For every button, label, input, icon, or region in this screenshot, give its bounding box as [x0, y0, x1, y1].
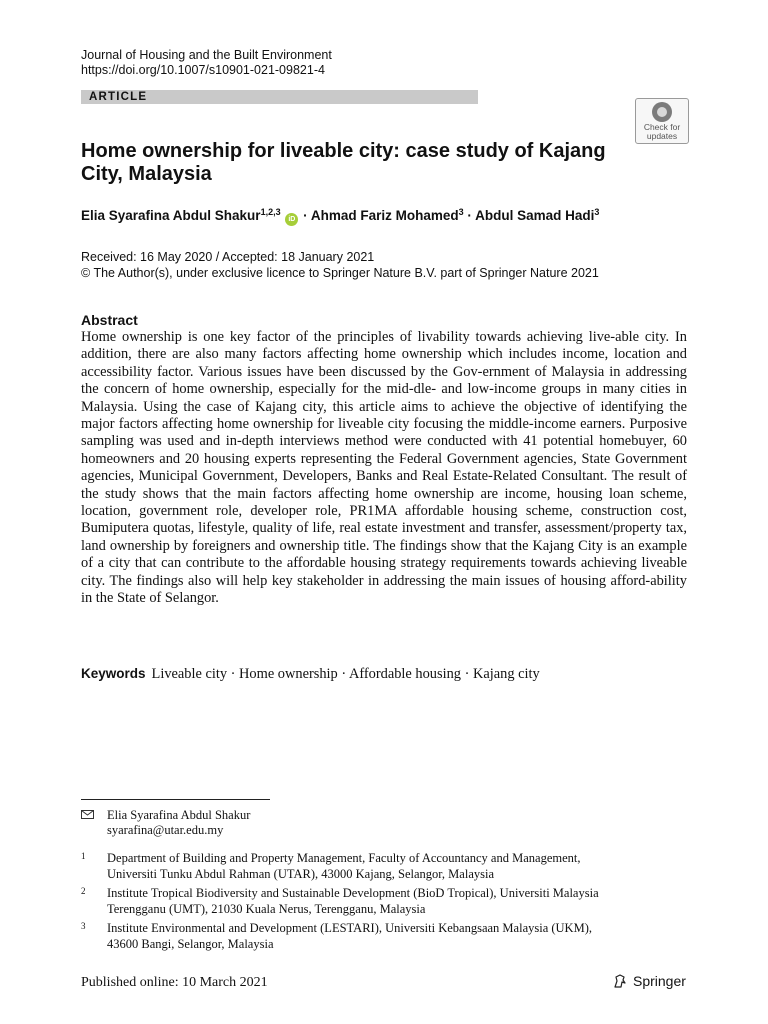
- author-3-affiliations: 3: [594, 207, 600, 217]
- author-2[interactable]: Ahmad Fariz Mohamed: [310, 208, 459, 223]
- affiliation-3: [81, 921, 681, 952]
- envelope-icon: [81, 810, 94, 819]
- keywords-heading: Keywords: [81, 666, 146, 681]
- abstract-text: Home ownership is one key factor of the principles of livability towards achieving live-able city. In addition, there are also many factors affecting home ownership which includes income, location and accessibility factor. Various issues have been discussed by the Gov-ernment of Malaysia in addressing the concern of home ownership, especially for the mid-dle- and low-income groups in many cities in Malaysia. Using the case of Kajang city, this article aims to achieve the objective of identifying the major factors affecting home ownership for liveable city focusing the middle-income earners. Purposive sampling was used and in-depth interviews method were conducted with 41 potential homebuyer, 60 homeowners and 20 housing experts representing the Federal Government agencies, State Government agencies, Municipal Government, Developers, Banks and Real Estate-Related Consultant. The result of the study shows that the main factors affecting home ownership are income, housing loan scheme, location, government role, developer role, PR1MA affordable housing scheme, construction cost, Bumiputera quotas, lifestyle, quality of life, real estate investment and transfer, assessment/property tax, land ownership by foreigners and ownership title. The findings show that the Kajang City is an example of a city that can contribute to the affordable housing strategy requirements towards achieving liveable city. The findings also will help key stakeholder in addressing the main issues of housing afford-ability in the State of Selangor.: [81, 329, 687, 607]
- affiliation-line: Department of Building and Property Management, Faculty of Accountancy and Management,: [107, 851, 581, 865]
- publication-dates: [81, 249, 599, 281]
- author-separator: ·: [463, 208, 476, 223]
- article-type-label: ARTICLE: [89, 91, 148, 103]
- corresponding-author: [81, 808, 250, 838]
- author-1-affiliations: 1,2,3: [260, 207, 281, 217]
- affiliation-line: Terengganu (UMT), 21030 Kuala Nerus, Terengganu, Malaysia: [107, 901, 426, 916]
- article-type-bar: [81, 90, 478, 104]
- springer-logo[interactable]: [612, 973, 686, 989]
- keywords: [81, 665, 540, 683]
- crossmark-icon: [652, 102, 672, 122]
- footnote-rule: [81, 799, 270, 800]
- check-for-updates-button[interactable]: [635, 98, 689, 144]
- keywords-list: Liveable city · Home ownership · Affordable housing · Kajang city: [151, 666, 540, 682]
- author-separator: ·: [299, 208, 311, 223]
- affiliation-1: [81, 851, 681, 882]
- affiliation-number: 3: [81, 921, 86, 931]
- published-online: Published online: 10 March 2021: [81, 975, 268, 990]
- received-accepted: Received: 16 May 2020 / Accepted: 18 January 2021: [81, 250, 375, 264]
- journal-name: Journal of Housing and the Built Environment: [81, 48, 332, 62]
- paper-title: Home ownership for liveable city: case study of Kajang City, Malaysia: [81, 140, 606, 185]
- author-list: [81, 207, 599, 226]
- affiliation-line: Institute Tropical Biodiversity and Sustainable Development (BioD Tropical), Universiti Malaysia: [107, 886, 599, 900]
- corresponding-name: Elia Syarafina Abdul Shakur: [107, 808, 251, 822]
- corresponding-email[interactable]: syarafina@utar.edu.my: [107, 823, 224, 837]
- affiliation-2: [81, 886, 681, 917]
- affiliation-number: 1: [81, 851, 86, 861]
- author-2-affiliations: 3: [458, 207, 464, 217]
- check-updates-text: Check for updates: [643, 122, 681, 141]
- author-1[interactable]: Elia Syarafina Abdul Shakur: [81, 208, 261, 223]
- affiliation-line: Institute Environmental and Development (LESTARI), Universiti Kebangsaan Malaysia (UKM),: [107, 921, 592, 935]
- copyright-notice: © The Author(s), under exclusive licence to Springer Nature B.V. part of Springer Nature 2021: [81, 266, 599, 280]
- author-3[interactable]: Abdul Samad Hadi: [475, 208, 595, 223]
- doi-link[interactable]: https://doi.org/10.1007/s10901-021-09821-4: [81, 63, 325, 77]
- publisher-name: Springer: [633, 973, 686, 989]
- journal-header: [81, 48, 332, 78]
- springer-horse-icon: [612, 973, 628, 989]
- affiliation-number: 2: [81, 886, 86, 896]
- abstract-heading: Abstract: [81, 312, 138, 328]
- affiliation-line: 43600 Bangi, Selangor, Malaysia: [107, 936, 274, 951]
- affiliation-line: Universiti Tunku Abdul Rahman (UTAR), 43000 Kajang, Selangor, Malaysia: [107, 866, 495, 881]
- orcid-icon[interactable]: iD: [285, 213, 298, 226]
